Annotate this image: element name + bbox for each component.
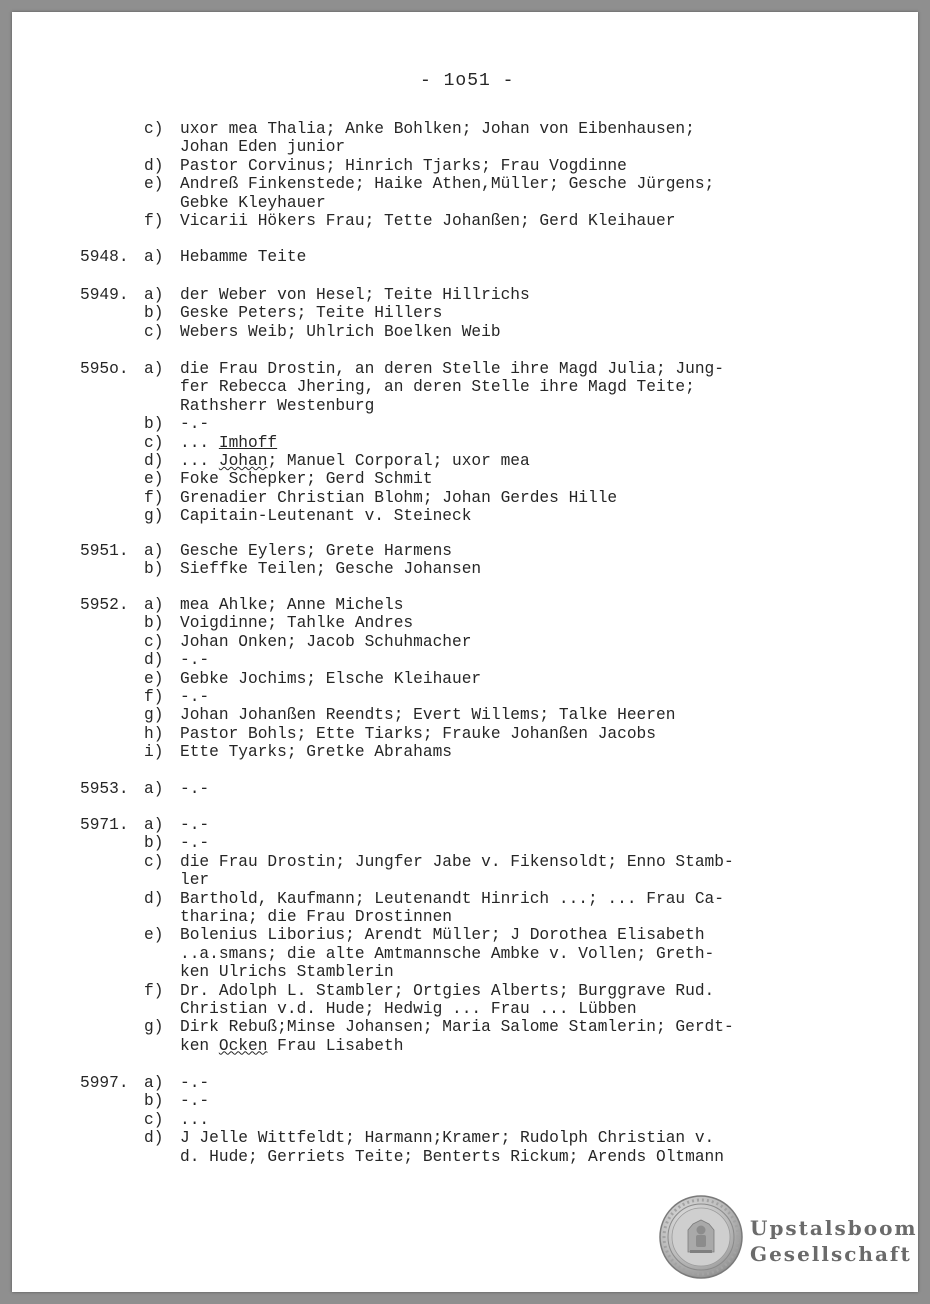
- item-label: g): [144, 706, 164, 725]
- entry-line: [12, 1074, 918, 1092]
- entry-line: [12, 688, 918, 706]
- entry-line: [12, 780, 918, 798]
- item-text: Pastor Bohls; Ette Tiarks; Frauke Johanßen Jacobs: [180, 724, 656, 743]
- entry-line: [12, 1018, 918, 1036]
- item-label: g): [144, 1018, 164, 1037]
- entry-line: [12, 542, 918, 560]
- item-label: b): [144, 834, 164, 853]
- item-text: ken Ocken Frau Lisabeth: [180, 1036, 404, 1055]
- entry-line: [12, 926, 918, 944]
- entry-line: [12, 397, 918, 415]
- item-label: b): [144, 614, 164, 633]
- entry-line: [12, 743, 918, 761]
- item-text: ... Johan; Manuel Corporal; uxor mea: [180, 451, 530, 470]
- item-text: Voigdinne; Tahlke Andres: [180, 614, 414, 633]
- item-label: b): [144, 560, 164, 579]
- entry-line: [12, 596, 918, 614]
- entry: [12, 120, 918, 230]
- item-text: Geske Peters; Teite Hillers: [180, 304, 443, 323]
- entry-line: [12, 963, 918, 981]
- item-text: ler: [180, 871, 210, 890]
- item-label: b): [144, 415, 164, 434]
- item-text: Webers Weib; Uhlrich Boelken Weib: [180, 322, 501, 341]
- entry-number: 5951.: [80, 542, 129, 560]
- item-text: Foke Schepker; Gerd Schmit: [180, 470, 433, 489]
- document-page: [12, 12, 918, 1292]
- entry: [12, 248, 918, 266]
- item-text: uxor mea Thalia; Anke Bohlken; Johan von Eibenhausen;: [180, 120, 695, 138]
- entry-number: 5971.: [80, 816, 129, 834]
- entry-line: [12, 633, 918, 651]
- entry-number: 5948.: [80, 248, 129, 266]
- entry-line: [12, 725, 918, 743]
- brand-name-line-2: Gesellschaft: [750, 1242, 912, 1266]
- item-label: a): [144, 596, 164, 614]
- item-label: f): [144, 687, 164, 706]
- item-label: h): [144, 724, 164, 743]
- item-label: d): [144, 651, 164, 670]
- item-label: i): [144, 743, 164, 762]
- entry-number: 5952.: [80, 596, 129, 614]
- item-text: die Frau Drostin; Jungfer Jabe v. Fikensoldt; Enno Stamb-: [180, 852, 734, 871]
- entry-line: [12, 434, 918, 452]
- entry-line: [12, 945, 918, 963]
- entry-line: [12, 834, 918, 852]
- entry-line: [12, 489, 918, 507]
- entry-line: [12, 194, 918, 212]
- item-label: a): [144, 816, 164, 834]
- document-content: [12, 12, 918, 1292]
- item-label: e): [144, 470, 164, 489]
- entry-line: [12, 816, 918, 834]
- item-text: -.-: [180, 687, 210, 706]
- item-label: b): [144, 1092, 164, 1111]
- entry-line: [12, 1092, 918, 1110]
- item-label: c): [144, 433, 164, 452]
- item-text: Dirk Rebuß;Minse Johansen; Maria Salome Stamlerin; Gerdt-: [180, 1018, 734, 1037]
- item-text: -.-: [180, 816, 210, 834]
- item-text: Johan Johanßen Reendts; Evert Willems; Talke Heeren: [180, 706, 676, 725]
- item-label: c): [144, 120, 164, 138]
- item-text: Johan Eden junior: [180, 138, 346, 157]
- item-text: ...: [180, 1110, 210, 1129]
- item-text: -.-: [180, 1092, 210, 1111]
- item-label: a): [144, 1074, 164, 1092]
- entry-line: [12, 651, 918, 669]
- entry: [12, 1074, 918, 1166]
- item-label: e): [144, 669, 164, 688]
- item-text: fer Rebecca Jhering, an deren Stelle ihre Magd Teite;: [180, 378, 695, 397]
- entry-line: [12, 378, 918, 396]
- entry-number: 5997.: [80, 1074, 129, 1092]
- entry-number: 595o.: [80, 360, 129, 378]
- entry-line: [12, 1129, 918, 1147]
- entry-line: [12, 360, 918, 378]
- item-label: f): [144, 488, 164, 507]
- entry-line: [12, 323, 918, 341]
- entry-line: [12, 890, 918, 908]
- item-text: der Weber von Hesel; Teite Hillrichs: [180, 286, 530, 304]
- item-label: c): [144, 322, 164, 341]
- item-text: Sieffke Teilen; Gesche Johansen: [180, 560, 482, 579]
- item-text: Rathsherr Westenburg: [180, 396, 375, 415]
- item-text: ... Imhoff: [180, 433, 278, 452]
- entry-number: 5953.: [80, 780, 129, 798]
- entry-line: [12, 1037, 918, 1055]
- entry-line: [12, 212, 918, 230]
- item-label: a): [144, 286, 164, 304]
- entry: [12, 286, 918, 341]
- entry-number: 5949.: [80, 286, 129, 304]
- item-text: Gebke Kleyhauer: [180, 193, 326, 212]
- item-text: -.-: [180, 415, 210, 434]
- item-text: Hebamme Teite: [180, 248, 307, 266]
- entry-line: [12, 452, 918, 470]
- brand-name-line-1: Upstalsboom: [750, 1216, 918, 1240]
- item-text: Christian v.d. Hude; Hedwig ... Frau ... Lübben: [180, 999, 637, 1018]
- entry-line: [12, 415, 918, 433]
- item-text: Gebke Jochims; Elsche Kleihauer: [180, 669, 482, 688]
- item-label: d): [144, 451, 164, 470]
- item-label: f): [144, 981, 164, 1000]
- item-label: c): [144, 1110, 164, 1129]
- item-text: tharina; die Frau Drostinnen: [180, 907, 452, 926]
- entry: [12, 360, 918, 526]
- item-text: Dr. Adolph L. Stambler; Ortgies Alberts; Burggrave Rud.: [180, 981, 715, 1000]
- item-text: Bolenius Liborius; Arendt Müller; J Dorothea Elisabeth: [180, 926, 705, 945]
- item-text: -.-: [180, 1074, 210, 1092]
- item-text: ..a.smans; die alte Amtmannsche Ambke v. Vollen; Greth-: [180, 944, 715, 963]
- item-text: mea Ahlke; Anne Michels: [180, 596, 404, 614]
- upstalsboom-logo: [658, 1194, 916, 1284]
- entry-line: [12, 157, 918, 175]
- item-text: J Jelle Wittfeldt; Harmann;Kramer; Rudolph Christian v.: [180, 1129, 715, 1148]
- item-label: d): [144, 1129, 164, 1148]
- entry-line: [12, 138, 918, 156]
- item-label: g): [144, 507, 164, 526]
- item-text: Vicarii Hökers Frau; Tette Johanßen; Gerd Kleihauer: [180, 211, 676, 230]
- entry-line: [12, 175, 918, 193]
- item-label: a): [144, 542, 164, 560]
- entry-line: [12, 982, 918, 1000]
- item-label: a): [144, 360, 164, 378]
- item-label: c): [144, 852, 164, 871]
- item-text: Barthold, Kaufmann; Leutenandt Hinrich ...; ... Frau Ca-: [180, 889, 724, 908]
- item-text: Grenadier Christian Blohm; Johan Gerdes Hille: [180, 488, 618, 507]
- item-text: Gesche Eylers; Grete Harmens: [180, 542, 452, 560]
- item-text: Johan Onken; Jacob Schuhmacher: [180, 632, 472, 651]
- item-text: -.-: [180, 651, 210, 670]
- entry: [12, 780, 918, 798]
- entry-line: [12, 614, 918, 632]
- page-number: - 1o51 -: [420, 71, 515, 91]
- item-text: Ette Tyarks; Gretke Abrahams: [180, 743, 452, 762]
- entry-line: [12, 853, 918, 871]
- entry: [12, 542, 918, 579]
- item-text: die Frau Drostin, an deren Stelle ihre Magd Julia; Jung-: [180, 360, 724, 378]
- item-label: a): [144, 248, 164, 266]
- item-text: Pastor Corvinus; Hinrich Tjarks; Frau Vogdinne: [180, 156, 627, 175]
- item-label: c): [144, 632, 164, 651]
- entry-line: [12, 470, 918, 488]
- entry-line: [12, 670, 918, 688]
- entry-line: [12, 120, 918, 138]
- entry-line: [12, 706, 918, 724]
- item-text: ken Ulrichs Stamblerin: [180, 963, 394, 982]
- item-text: d. Hude; Gerriets Teite; Benterts Rickum; Arends Oltmann: [180, 1147, 724, 1166]
- entry-line: [12, 560, 918, 578]
- item-label: b): [144, 304, 164, 323]
- item-text: -.-: [180, 780, 210, 798]
- entry: [12, 816, 918, 1055]
- seal-icon: [658, 1194, 744, 1280]
- entry-line: [12, 1148, 918, 1166]
- entry-line: [12, 871, 918, 889]
- item-label: a): [144, 780, 164, 798]
- entry-line: [12, 1111, 918, 1129]
- entry-line: [12, 908, 918, 926]
- entry: [12, 596, 918, 762]
- entry-line: [12, 1000, 918, 1018]
- item-label: f): [144, 211, 164, 230]
- item-text: -.-: [180, 834, 210, 853]
- entry-line: [12, 304, 918, 322]
- item-label: d): [144, 889, 164, 908]
- entry-line: [12, 248, 918, 266]
- item-text: Capitain-Leutenant v. Steineck: [180, 507, 472, 526]
- item-label: d): [144, 156, 164, 175]
- item-label: e): [144, 926, 164, 945]
- item-text: Andreß Finkenstede; Haike Athen,Müller; Gesche Jürgens;: [180, 175, 715, 194]
- entry-line: [12, 507, 918, 525]
- item-label: e): [144, 175, 164, 194]
- entry-line: [12, 286, 918, 304]
